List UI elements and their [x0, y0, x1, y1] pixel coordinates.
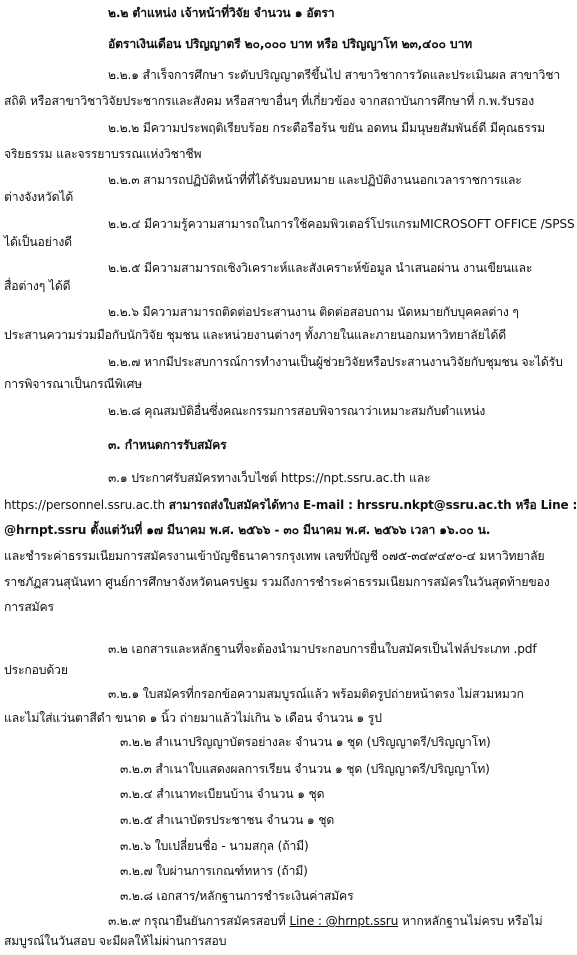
payment-line-2: ราชภัฏสวนสุนันทา ศูนย์การศึกษาจังหวัดนครปฐม รวมถึงการชำระค่าธรรมเนียมการสมัครในวันสุดท้ายของ: [4, 575, 550, 589]
application-3-1-line-1: ๓.๑ ประกาศรับสมัครทางเว็บไซต์ https://npt.ssru.ac.th และ: [108, 471, 431, 485]
document-7-line: ๓.๒.๗ ใบผ่านการเกณฑ์ทหาร (ถ้ามี): [120, 864, 308, 878]
document-9-prefix: ๓.๒.๙ กรุณายืนยันการสมัครสอบที่: [108, 914, 290, 928]
document-1-line-1: ๓.๒.๑ ใบสมัครที่กรอกข้อความสมบูรณ์แล้ว พร้อมติดรูปถ่ายหน้าตรง ไม่สวมหมวก: [108, 687, 524, 701]
qualification-1-line-1: ๒.๒.๑ สำเร็จการศึกษา ระดับปริญญาตรีขึ้นไป สาขาวิชาการวัดและประเมินผล สาขาวิชา: [108, 68, 561, 82]
document-8-line: ๓.๒.๘ เอกสาร/หลักฐานการชำระเงินค่าสมัคร: [120, 889, 354, 903]
document-9-line-2: สมบูรณ์ในวันสอบ จะมีผลให้ไม่ผ่านการสอบ: [4, 934, 227, 948]
line-account-link[interactable]: Line : @hrnpt.ssru: [289, 914, 399, 928]
qualification-2-line-2: จริยธรรม และจรรยาบรรณแห่งวิชาชีพ: [4, 147, 202, 161]
salary-line: อัตราเงินเดือน ปริญญาตรี ๒๐,๐๐๐ บาท หรือ ปริญญาโท ๒๓,๔๐๐ บาท: [108, 37, 473, 51]
qualification-4-line-2: ได้เป็นอย่างดี: [4, 235, 72, 249]
personnel-url: https://personnel.ssru.ac.th: [4, 498, 169, 512]
qualification-6-line-1: ๒.๒.๖ มีความสามารถติดต่อประสานงาน ติดต่อสอบถาม นัดหมายกับบุคคลต่าง ๆ: [108, 305, 519, 319]
document-9-suffix: หากหลักฐานไม่ครบ หรือไม่: [398, 914, 543, 928]
documents-3-2-line-1: ๓.๒ เอกสารและหลักฐานที่จะต้องนำมาประกอบการยื่นใบสมัครเป็นไฟล์ประเภท .pdf: [108, 642, 537, 656]
qualification-1-line-2: สถิติ หรือสาขาวิชาวิจัยประชากรและสังคม หรือสาขาอื่นๆ ที่เกี่ยวข้อง จากสถาบันการศึกษาที่ ก.พ.รับรอง: [4, 94, 535, 108]
document-3-line: ๓.๒.๓ สำเนาใบแสดงผลการเรียน จำนวน ๑ ชุด (ปริญญาตรี/ปริญญาโท): [120, 762, 490, 776]
qualification-4-line-1: ๒.๒.๔ มีความรู้ความสามารถในการใช้คอมพิวเตอร์โปรแกรมMICROSOFT OFFICE /SPSS: [108, 217, 575, 231]
qualification-7-line-1: ๒.๒.๗ หากมีประสบการณ์การทำงานเป็นผู้ช่วยวิจัยหรือประสานงานวิจัยกับชุมชน จะได้รับ: [108, 355, 563, 369]
document-9-line-1: [0, 913, 577, 929]
document-6-line: ๓.๒.๖ ใบเปลี่ยนชื่อ - นามสกุล (ถ้ามี): [120, 839, 309, 853]
qualification-5-line-2: สื่อต่างๆ ได้ดี: [4, 279, 71, 293]
payment-line-3: การสมัคร: [4, 600, 54, 614]
application-period-line: @hrnpt.ssru ตั้งแต่วันที่ ๑๗ มีนาคม พ.ศ. ๒๕๖๖ - ๓๐ มีนาคม พ.ศ. ๒๕๖๖ เวลา ๑๖.๐๐ น.: [4, 523, 491, 537]
qualification-8-line: ๒.๒.๘ คุณสมบัติอื่นซึ่งคณะกรรมการสอบพิจารณาว่าเหมาะสมกับตำแหน่ง: [108, 404, 486, 418]
document-4-line: ๓.๒.๔ สำเนาทะเบียนบ้าน จำนวน ๑ ชุด: [120, 787, 325, 801]
qualification-7-line-2: การพิจารณาเป็นกรณีพิเศษ: [4, 377, 143, 391]
application-3-1-line-2: [0, 497, 577, 513]
qualification-3-line-2: ต่างจังหวัดได้: [4, 190, 74, 204]
qualification-2-line-1: ๒.๒.๒ มีความประพฤติเรียบร้อย กระตือรือร้น ขยัน อดทน มีมนุษยสัมพันธ์ดี มีคุณธรรม: [108, 121, 545, 135]
qualification-5-line-1: ๒.๒.๕ มีความสามารถเชิงวิเคราะห์และสังเคราะห์ข้อมูล นำเสนอผ่าน งานเขียนและ: [108, 261, 533, 275]
section-3-heading: ๓. กำหนดการรับสมัคร: [108, 438, 227, 452]
document-2-line: ๓.๒.๒ สำเนาปริญญาบัตรอย่างละ จำนวน ๑ ชุด (ปริญญาตรี/ปริญญาโท): [120, 735, 491, 749]
section-2-2-heading: ๒.๒ ตำแหน่ง เจ้าหน้าที่วิจัย จำนวน ๑ อัตรา: [108, 6, 335, 20]
qualification-6-line-2: ประสานความร่วมมือกับนักวิจัย ชุมชน และหน่วยงานต่างๆ ทั้งภายในและภายนอกมหาวิทยาลัยได้ดี: [4, 328, 507, 342]
qualification-3-line-1: ๒.๒.๓ สามารถปฏิบัติหน้าที่ที่ได้รับมอบหมาย และปฏิบัติงานนอกเวลาราชการและ: [108, 173, 522, 187]
document-5-line: ๓.๒.๕ สำเนาบัตรประชาชน จำนวน ๑ ชุด: [120, 813, 335, 827]
payment-line-1: และชำระค่าธรรมเนียมการสมัครงานเข้าบัญชีธนาคารกรุงเทพ เลขที่บัญชี ๐๗๕-๓๔๙๔๙๐-๔ มหาวิทยาลัย: [4, 549, 545, 563]
contact-info: สามารถส่งใบสมัครได้ทาง E-mail : hrssru.nkpt@ssru.ac.th หรือ Line :: [168, 498, 577, 512]
document-1-line-2: และไม่ใส่แว่นตาสีดำ ขนาด ๑ นิ้ว ถ่ายมาแล้วไม่เกิน ๖ เดือน จำนวน ๑ รูป: [4, 711, 382, 725]
documents-3-2-line-2: ประกอบด้วย: [4, 663, 68, 677]
